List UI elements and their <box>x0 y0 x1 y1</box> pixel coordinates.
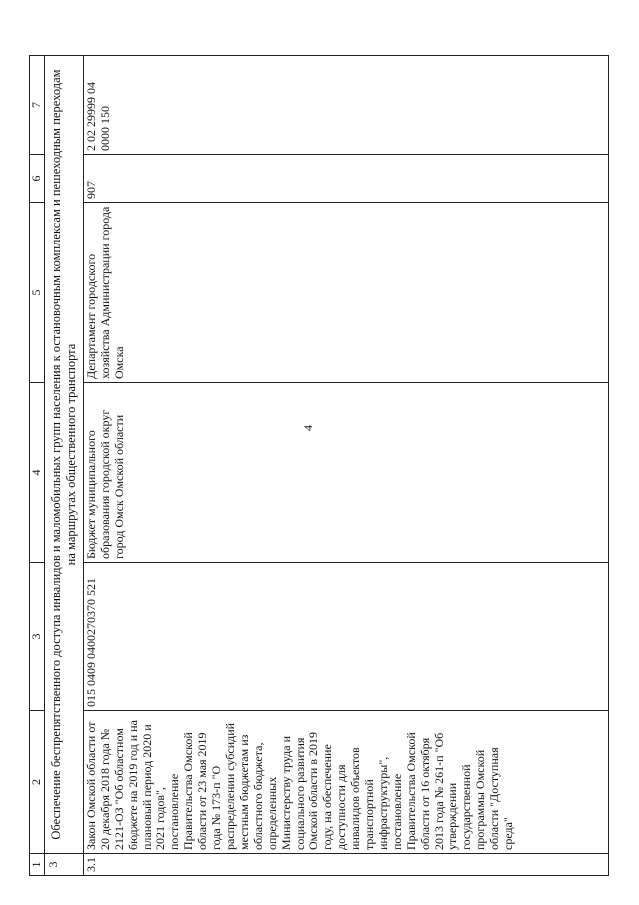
administrator-cell: Департамент городского хозяйства Администрации города Омска <box>83 203 608 383</box>
header-cell: 7 <box>30 56 45 155</box>
section-title: Обеспечение беспрепятственного доступа инвалидов и маломобильных групп населения к остановочным комплексам и пешеходным переходам на маршрутах общественного транспорта <box>44 56 83 854</box>
section-number: 3 <box>44 854 83 876</box>
section-row <box>44 56 83 876</box>
header-cell: 5 <box>30 203 45 383</box>
page-number: 4 <box>301 425 315 431</box>
header-cell: 1 <box>30 854 45 876</box>
table-row <box>83 56 608 876</box>
budget-code-cell: 015 0409 0400270370 521 <box>83 563 608 711</box>
header-cell: 4 <box>30 383 45 563</box>
header-cell: 6 <box>30 155 45 203</box>
header-cell: 3 <box>30 563 45 711</box>
income-code-cell: 2 02 29999 04 0000 150 <box>83 56 608 155</box>
admin-code-cell: 907 <box>83 155 608 203</box>
legal-basis-cell: Закон Омской области от 20 декабря 2018 года № 2121-ОЗ "Об областном бюджете на 2019 год и на плановый период 2020 и 2021 годов", постановление Правительства Омской области от 23 мая 2019 года № 173-п "О распределении субсидий местным бюджетам из областного бюджета, определенных Министерству труда и социального развития Омской области в 2019 году, на обеспечение доступности для инвалидов объектов транспортной инфраструктуры", постановление Правительства Омской области от 16 октября 2013 года № 261-п "Об утверждении государственной программы Омской области "Доступная среда" <box>83 711 608 854</box>
header-cell: 2 <box>30 711 45 854</box>
budget-name-cell: Бюджет муниципального образования городской округ город Омск Омской области <box>83 383 608 563</box>
header-row <box>30 56 45 876</box>
rotated-table-container <box>29 56 609 876</box>
data-table <box>29 55 609 876</box>
row-number: 3.1 <box>83 854 608 876</box>
